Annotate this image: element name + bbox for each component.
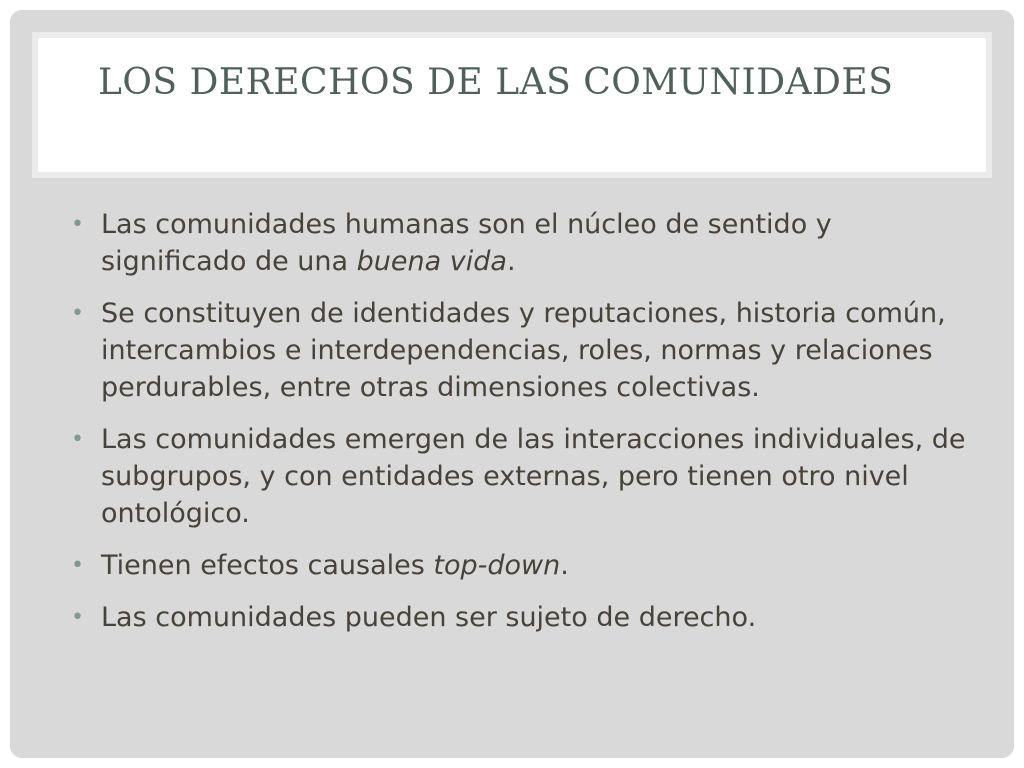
- bullet-item: [70, 599, 970, 636]
- slide-title: LOS DERECHOS DE LAS COMUNIDADES: [98, 62, 894, 103]
- bullet-item: [70, 547, 970, 584]
- bullet-text-part: .: [506, 246, 516, 277]
- bullet-item: [70, 421, 970, 532]
- bullet-emphasis: top-down: [433, 550, 561, 581]
- bullet-text-part: Las comunidades humanas son el núcleo de sentido y significado de una: [101, 209, 832, 277]
- bullet-emphasis: buena vida: [356, 246, 507, 277]
- bullet-icon: •: [71, 553, 84, 578]
- bullet-icon: •: [71, 212, 84, 237]
- bullet-text-part: .: [560, 550, 569, 581]
- bullet-text: [101, 602, 756, 633]
- title-box: [32, 32, 992, 178]
- bullet-text-part: Tienen efectos causales: [101, 550, 434, 581]
- bullet-text: [101, 298, 946, 403]
- bullet-item: [70, 295, 970, 406]
- bullet-icon: •: [71, 605, 84, 630]
- bullet-item: [70, 206, 970, 280]
- bullet-text-part: Se constituyen de identidades y reputaciones, historia común, intercambios e interdependencias, roles, normas y relaciones perdurables, entre otras dimensiones colectivas.: [101, 298, 946, 403]
- bullet-text-part: Las comunidades pueden ser sujeto de derecho.: [101, 602, 757, 633]
- bullet-list: [70, 206, 970, 651]
- bullet-text: [101, 209, 832, 277]
- bullet-icon: •: [71, 427, 84, 452]
- slide: [10, 10, 1014, 758]
- bullet-text: [101, 424, 966, 529]
- bullet-icon: •: [71, 301, 84, 326]
- bullet-text-part: Las comunidades emergen de las interacciones individuales, de subgrupos, y con entidades externas, pero tienen otro nivel ontológico.: [101, 424, 966, 529]
- bullet-text: [101, 550, 569, 581]
